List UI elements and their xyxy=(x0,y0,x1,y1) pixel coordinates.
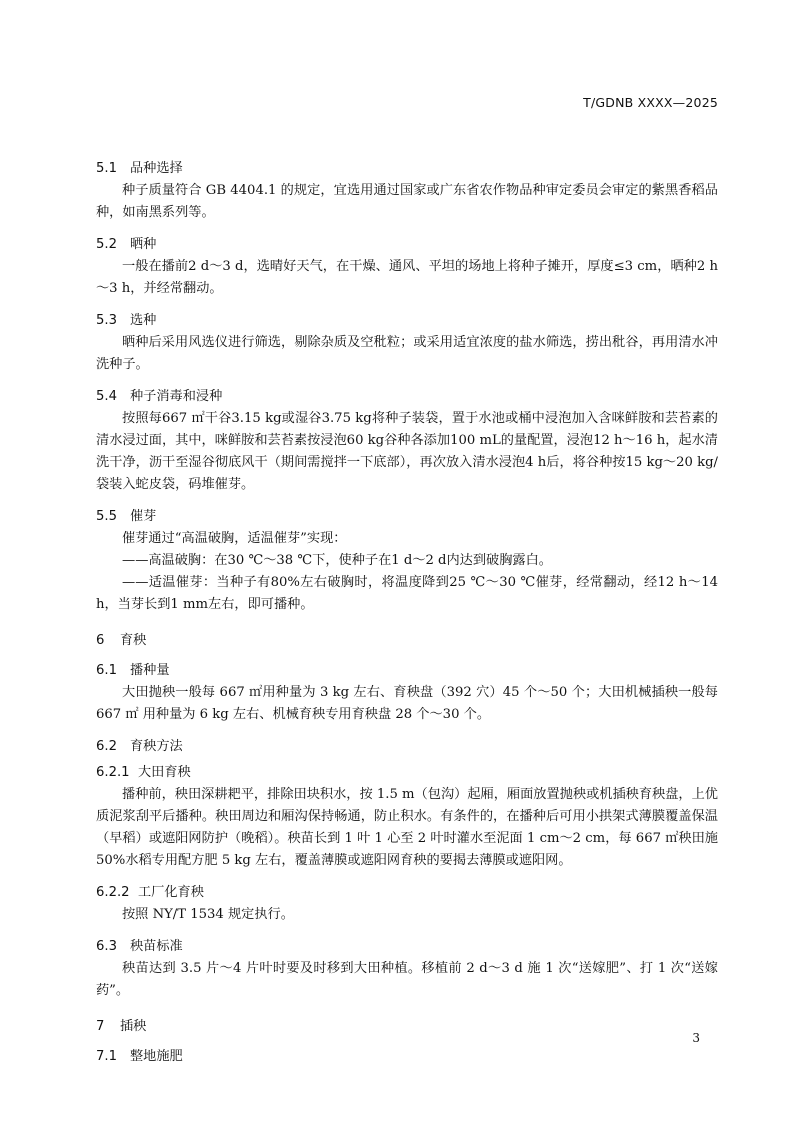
paragraph: 种子质量符合 GB 4404.1 的规定，宜选用通过国家或广东省农作物品种审定委员会审定的紫黑香稻品种，如南黑系列等。 xyxy=(96,183,718,220)
heading-number: 6 xyxy=(96,633,105,648)
heading-title: 选种 xyxy=(130,313,157,328)
heading-title: 育秧 xyxy=(120,633,147,648)
page-number: 3 xyxy=(692,1031,700,1045)
heading-number: 7 xyxy=(96,1019,105,1034)
heading-5-2 xyxy=(96,234,718,256)
heading-6-3 xyxy=(96,936,718,958)
document-id-header: T/GDNB XXXX—2025 xyxy=(583,95,718,110)
heading-number: 6.2.1 xyxy=(96,765,130,780)
heading-number: 5.3 xyxy=(96,313,117,328)
heading-number: 5.4 xyxy=(96,389,117,404)
heading-title: 催芽 xyxy=(130,509,157,524)
paragraph: 秧苗达到 3.5 片～4 片叶时要及时移到大田种植。移植前 2 d～3 d 施 1 次“送嫁肥”、打 1 次“送嫁药”。 xyxy=(96,961,718,998)
paragraph: 播种前，秧田深耕耙平，排除田块积水，按 1.5 m（包沟）起厢，厢面放置抛秧或机插秧育秧盘，上优质泥浆刮平后播种。秧田周边和厢沟保持畅通，防止积水。有条件的，在播种后可用小拱架式薄膜覆盖保温（早稻）或遮阳网防护（晚稻）。秧苗长到 1 叶 1 心至 2 叶时灌水至泥面 1 cm～2 cm，每 667 ㎡秧田施 50%水稻专用配方肥 5 kg 左右，覆盖薄膜或遮阳网育秧的要揭去薄膜或遮阳网。 xyxy=(96,787,718,868)
paragraph: 大田抛秧一般每 667 ㎡用种量为 3 kg 左右、育秧盘（392 穴）45 个～50 个；大田机械插秧一般每 667 ㎡ 用种量为 6 kg 左右、机械育秧专用育秧盘 28 个～30 个。 xyxy=(96,685,718,722)
heading-number: 7.1 xyxy=(96,1049,117,1064)
heading-title: 晒种 xyxy=(130,237,157,252)
heading-number: 6.3 xyxy=(96,939,117,954)
heading-number: 6.1 xyxy=(96,663,117,678)
heading-number: 5.5 xyxy=(96,509,117,524)
heading-title: 种子消毒和浸种 xyxy=(130,389,223,404)
heading-title: 秧苗标准 xyxy=(130,939,183,954)
paragraph: 按照每667 ㎡干谷3.15 kg或湿谷3.75 kg将种子装袋，置于水池或桶中浸泡加入含咪鲜胺和芸苔素的清水浸过面，其中，咪鲜胺和芸苔素按浸泡60 kg谷种各添加100 mL的量配置，浸泡12 h～16 h，起水清洗干净，沥干至湿谷彻底风干（期间需搅拌一下底部），再次放入清水浸泡4 h后，将谷种按15 kg～20 kg/袋装入蛇皮袋，码堆催芽。 xyxy=(96,411,718,492)
heading-title: 插秧 xyxy=(120,1019,147,1034)
heading-number: 5.2 xyxy=(96,237,117,252)
heading-title: 大田育秧 xyxy=(138,765,191,780)
paragraph: 按照 NY/T 1534 规定执行。 xyxy=(122,907,294,922)
heading-number: 5.1 xyxy=(96,161,117,176)
list-item: ——高温破胸：在30 ℃～38 ℃下，使种子在1 d～2 d内达到破胸露白。 xyxy=(122,553,552,568)
heading-6-2-2 xyxy=(96,882,718,904)
heading-5-5 xyxy=(96,506,718,528)
heading-title: 品种选择 xyxy=(130,161,183,176)
heading-6-2-1 xyxy=(96,762,718,784)
heading-6-1 xyxy=(96,660,718,682)
heading-number: 6.2 xyxy=(96,739,117,754)
heading-title: 整地施肥 xyxy=(130,1049,183,1064)
heading-7 xyxy=(96,1016,718,1038)
heading-5-1 xyxy=(96,158,718,180)
heading-7-1 xyxy=(96,1046,718,1068)
list-item: ——适温催芽：当种子有80%左右破胸时，将温度降到25 ℃～30 ℃催芽，经常翻动，经12 h～14 h，当芽长到1 mm左右，即可播种。 xyxy=(96,575,718,612)
heading-title: 播种量 xyxy=(130,663,170,678)
heading-number: 6.2.2 xyxy=(96,885,130,900)
heading-6 xyxy=(96,630,718,652)
paragraph: 晒种后采用风选仪进行筛选，剔除杂质及空秕粒；或采用适宜浓度的盐水筛选，捞出秕谷，再用清水冲洗种子。 xyxy=(96,335,718,372)
paragraph: 催芽通过“高温破胸，适温催芽”实现： xyxy=(122,531,347,546)
heading-5-3 xyxy=(96,310,718,332)
document-body xyxy=(96,158,718,1068)
heading-title: 工厂化育秧 xyxy=(138,885,204,900)
paragraph: 一般在播前2 d～3 d，选晴好天气，在干燥、通风、平坦的场地上将种子摊开，厚度≤3 cm，晒种2 h～3 h，并经常翻动。 xyxy=(96,259,718,296)
heading-6-2 xyxy=(96,736,718,758)
heading-title: 育秧方法 xyxy=(130,739,183,754)
heading-5-4 xyxy=(96,386,718,408)
